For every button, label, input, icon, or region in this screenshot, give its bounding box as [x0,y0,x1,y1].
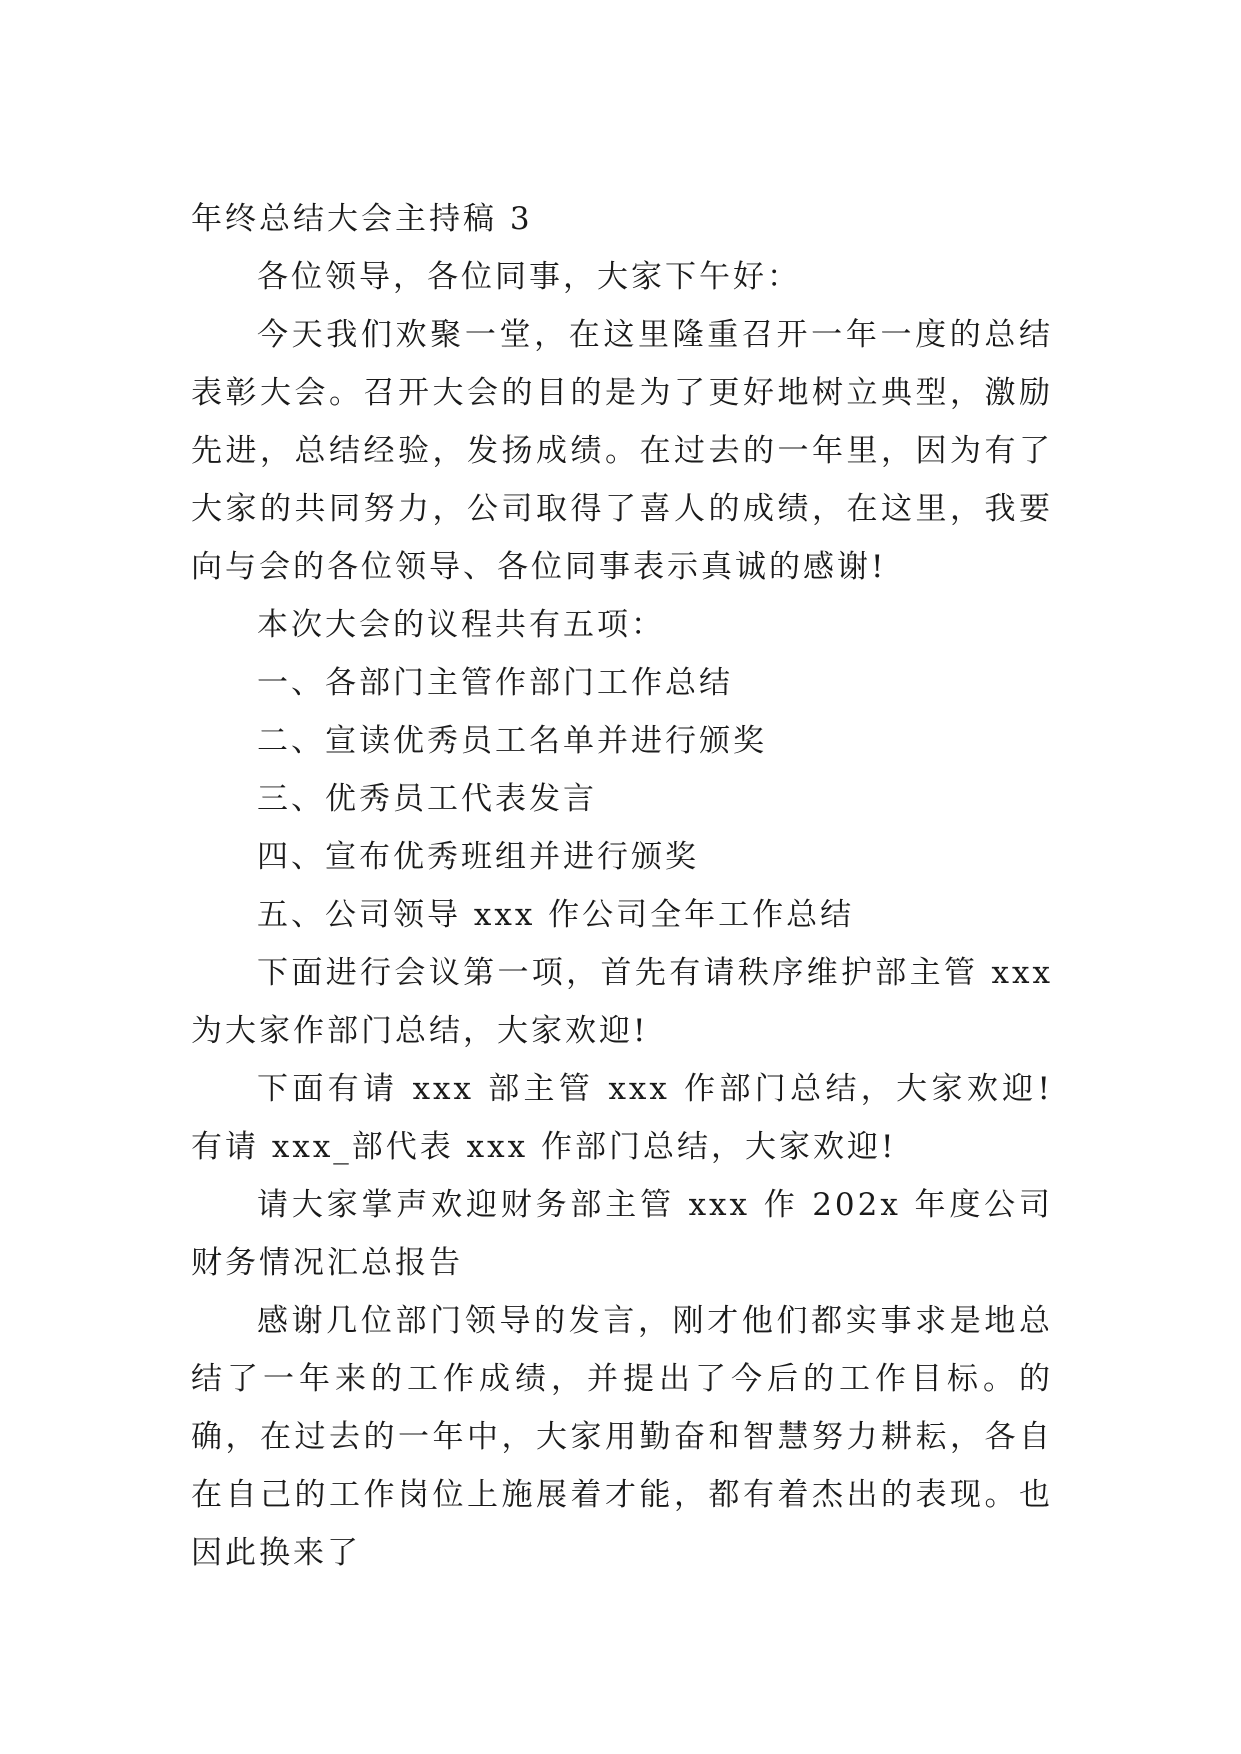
finance-report-paragraph: 请大家掌声欢迎财务部主管 xxx 作 202x 年度公司财务情况汇总报告 [191,1187,1053,1281]
greeting-paragraph: 各位领导，各位同事，大家下午好： [257,259,801,295]
department-summary-paragraph: 下面有请 xxx 部主管 xxx 作部门总结，大家欢迎!有请 xxx_部代表 xxx 作部门总结，大家欢迎! [191,1071,1053,1165]
document-body [191,190,1053,1582]
thanks-paragraph: 感谢几位部门领导的发言，刚才他们都实事求是地总结了一年来的工作成绩，并提出了今后的工作目标。的确，在过去的一年中，大家用勤奋和智慧努力耕耘，各自在自己的工作岗位上施展着才能，都有着杰出的表现。也因此换来了 [191,1303,1053,1571]
document-title: 年终总结大会主持稿 3 [191,201,533,237]
agenda-item-3: 三、优秀员工代表发言 [257,781,597,817]
agenda-item-4: 四、宣布优秀班组并进行颁奖 [257,839,699,875]
agenda-item-5: 五、公司领导 xxx 作公司全年工作总结 [257,897,855,933]
agenda-intro-paragraph: 本次大会的议程共有五项： [257,607,665,643]
agenda-item-1: 一、各部门主管作部门工作总结 [257,665,733,701]
opening-paragraph: 今天我们欢聚一堂，在这里隆重召开一年一度的总结表彰大会。召开大会的目的是为了更好地树立典型，激励先进，总结经验，发扬成绩。在过去的一年里，因为有了大家的共同努力，公司取得了喜人的成绩，在这里，我要向与会的各位领导、各位同事表示真诚的感谢! [191,317,1053,585]
first-item-paragraph: 下面进行会议第一项，首先有请秩序维护部主管 xxx 为大家作部门总结，大家欢迎! [191,955,1053,1049]
agenda-item-2: 二、宣读优秀员工名单并进行颁奖 [257,723,767,759]
